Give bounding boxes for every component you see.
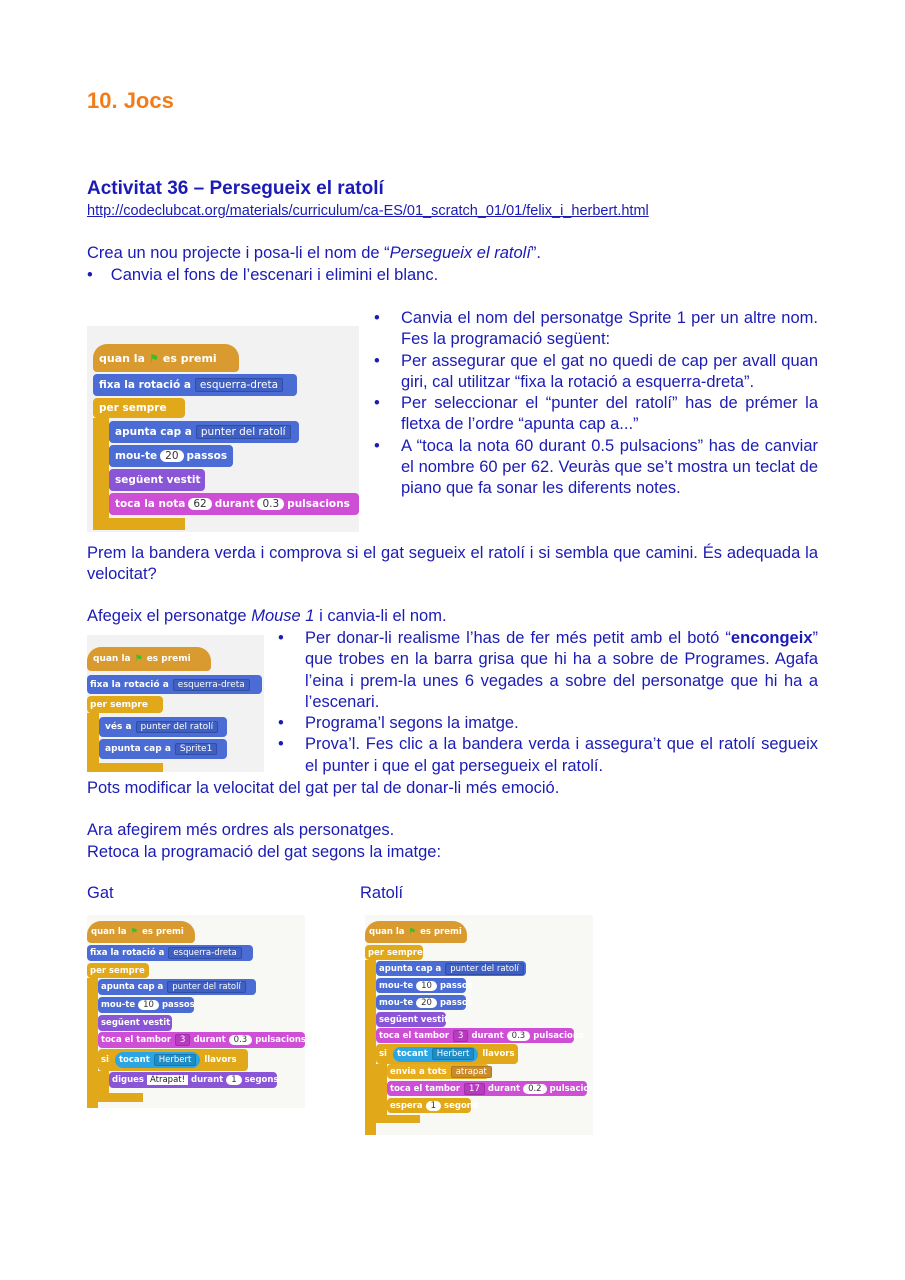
label-ratoli: Ratolí — [360, 884, 404, 902]
intro-paragraph: Crea un nou projecte i posa-li el nom de “Persegueix el ratolí”. — [87, 244, 542, 262]
green-flag-icon: ⚑ — [148, 351, 159, 365]
scratch-script-ratoli — [365, 915, 601, 1135]
forever-wrap — [87, 713, 99, 769]
forever-wrap — [87, 978, 98, 1108]
scratch-script-mouse — [87, 635, 264, 772]
if-wrap — [376, 1064, 387, 1119]
scratch-script-gat — [87, 915, 305, 1108]
say-block: digues Atrapat! durant 1 segons — [109, 1072, 277, 1088]
bullet-item: • Per assegurar que el gat no quedi de cap per avall quan giri, cal utilitzar “fixa la rotació a esquerra-dreta”. — [374, 351, 818, 391]
goto-block: vés a punter del ratolí — [99, 717, 227, 737]
move-block-1: mou-te 10 passos — [376, 978, 466, 993]
if-foot — [98, 1093, 143, 1102]
touching-block: tocant Herbert — [393, 1047, 478, 1062]
label-gat: Gat — [87, 884, 114, 902]
green-flag-icon: ⚑ — [130, 927, 139, 937]
more-paragraph-1: Ara afegirem més ordres als personatges. — [87, 821, 395, 839]
rotation-block: fixa la rotació a esquerra-dreta — [87, 675, 262, 694]
move-block-2: mou-te 20 passos — [376, 995, 466, 1010]
point-block: apunta cap a punter del ratolí — [98, 979, 256, 995]
bullet-item: • Canvia el nom del personatge Sprite 1 per un altre nom. Fes la programació següent: — [374, 309, 818, 349]
costume-block: següent vestit — [98, 1015, 172, 1031]
forever-block: per sempre — [87, 963, 149, 978]
bullet-item: • Per seleccionar el “punter del ratolí” has de prémer la fletxa de l’ordre “apunta cap a...” — [374, 394, 818, 434]
move-block: mou-te 20 passos — [109, 445, 233, 467]
touching-block: tocant Herbert — [115, 1052, 200, 1068]
forever-wrap — [365, 960, 376, 1135]
chapter-heading: 10. Jocs — [87, 88, 174, 113]
note-block: toca la nota 62 durant 0.3 pulsacions — [109, 493, 359, 515]
point-block: apunta cap a punter del ratolí — [109, 421, 299, 443]
drum-block: toca el tambor 3 durant 0.3 pulsacions — [376, 1028, 574, 1043]
scratch-script-cat-1 — [87, 326, 359, 532]
bullet-item: • Per donar-li realisme l’has de fer més petit amb el botó “encongeix” que trobes en la barra grisa que hi ha a sobre de Programes. Agafa l’eina i prem-la unes 6 vegades a sobre del personatge que hi ha a l’escenari. — [278, 629, 818, 711]
intro-bullet: • Canvia el fons de l’escenari i elimini el blanc. — [87, 266, 439, 284]
forever-foot — [93, 518, 185, 530]
hat-block: quan la ⚑ es premi — [365, 921, 467, 943]
broadcast-block: envia a tots atrapat — [387, 1064, 489, 1079]
speed-paragraph: Pots modificar la velocitat del gat per tal de donar-li més emoció. — [87, 779, 560, 797]
hat-block: quan la ⚑ es premi — [87, 921, 195, 943]
rotation-block: fixa la rotació a esquerra-dreta — [87, 945, 253, 961]
wait-block: espera 1 segons — [387, 1098, 471, 1113]
forever-wrap — [93, 418, 109, 522]
point-block: apunta cap a Sprite1 — [99, 739, 227, 759]
if-foot — [376, 1115, 420, 1123]
green-flag-icon: ⚑ — [408, 927, 417, 937]
mouse-bullets — [278, 628, 818, 777]
bullet-item: • Programa’l segons la imatge. — [278, 714, 519, 733]
activity-title: Activitat 36 – Persegueix el ratolí — [87, 178, 384, 199]
forever-block: per sempre — [365, 945, 423, 960]
mouse-intro: Afegeix el personatge Mouse 1 i canvia-li el nom. — [87, 607, 447, 625]
bullet-item: • A “toca la nota 60 durant 0.5 pulsacions” has de canviar el nombre 60 per 62. Veuràs que se’t mostra un teclat de piano que fa sonar les diferents notes. — [374, 436, 818, 498]
if-block: si tocant Herbert llavors — [376, 1044, 518, 1064]
if-block: si tocant Herbert llavors — [98, 1049, 248, 1071]
rotation-block: fixa la rotació a esquerra-dreta — [93, 374, 297, 396]
drum-block-2: toca el tambor 17 durant 0.2 pulsacions — [387, 1081, 587, 1096]
cat-bullets — [374, 308, 818, 500]
green-flag-icon: ⚑ — [134, 654, 143, 664]
move-block: mou-te 10 passos — [98, 997, 194, 1013]
drum-block: toca el tambor 3 durant 0.3 pulsacions — [98, 1032, 305, 1048]
check-paragraph: Prem la bandera verda i comprova si el gat segueix el ratolí i si sembla que camini. És adequada la velocitat? — [87, 544, 818, 583]
point-block: apunta cap a punter del ratolí — [376, 961, 526, 976]
hat-block: quan la ⚑ es premi — [87, 647, 211, 671]
forever-foot — [87, 763, 163, 772]
costume-block: següent vestit — [376, 1012, 446, 1027]
more-paragraph-2: Retoca la programació del gat segons la imatge: — [87, 843, 442, 861]
bullet-item: • Prova’l. Fes clic a la bandera verda i assegura’t que el ratolí segueix el punter i que el gat persegueix el ratolí. — [278, 735, 818, 775]
hat-block: quan la ⚑ es premi — [93, 344, 239, 372]
costume-block: següent vestit — [109, 469, 205, 491]
activity-link[interactable]: http://codeclubcat.org/materials/curriculum/ca-ES/01_scratch_01/01/felix_i_herbert.html — [87, 203, 649, 219]
forever-block: per sempre — [93, 398, 185, 418]
forever-block: per sempre — [87, 696, 163, 713]
